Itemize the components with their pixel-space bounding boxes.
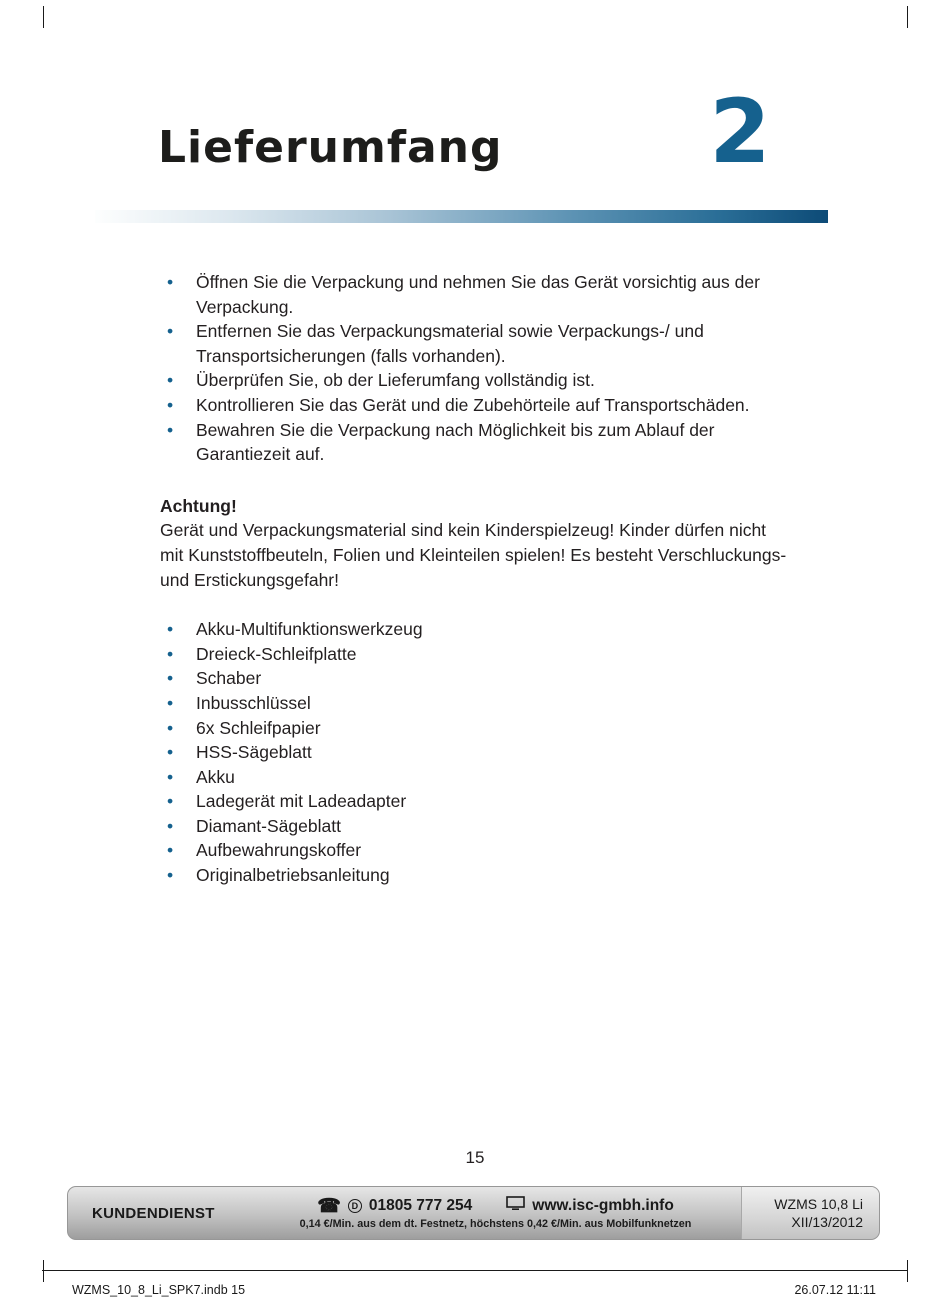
list-item — [160, 789, 776, 814]
print-file-name: WZMS_10_8_Li_SPK7.indb 15 — [72, 1283, 246, 1297]
bullet-icon: • — [167, 321, 174, 342]
bullet-icon: • — [167, 717, 174, 738]
crop-mark — [43, 1260, 44, 1282]
chapter-number: 2 — [709, 80, 771, 183]
print-rule — [42, 1270, 908, 1271]
list-item-text: Diamant-Sägeblatt — [196, 815, 341, 836]
service-phone-number: 01805 777 254 — [368, 1197, 473, 1214]
phone-group — [317, 1197, 472, 1216]
list-item-text: Überprüfen Sie, ob der Lieferumfang vollständig ist. — [196, 370, 595, 391]
bullet-icon: • — [167, 791, 174, 812]
bullet-icon: • — [167, 766, 174, 787]
list-item-text: Kontrollieren Sie das Gerät und die Zubehörteile auf Transportschäden. — [196, 394, 750, 415]
bullet-icon: • — [167, 272, 174, 292]
list-item-text: Akku — [196, 766, 235, 787]
list-item — [160, 838, 776, 863]
page-content — [160, 270, 800, 888]
page-title: Lieferumfang — [158, 122, 503, 173]
list-item-text: Akku-Multifunktionswerkzeug — [196, 619, 423, 640]
list-item — [160, 393, 776, 418]
service-footer-bar — [67, 1186, 880, 1240]
list-item — [160, 814, 776, 839]
service-right — [741, 1187, 879, 1239]
bullet-icon: • — [167, 643, 174, 664]
bullet-icon: • — [167, 419, 174, 440]
model-label: WZMS 10,8 Li — [774, 1196, 863, 1212]
service-website: www.isc-gmbh.info — [532, 1197, 674, 1214]
list-item-text: Schaber — [196, 668, 262, 689]
list-item-text: 6x Schleifpapier — [196, 717, 321, 738]
list-item-text: Öffnen Sie die Verpackung und nehmen Sie das Gerät vorsichtig aus der Verpackung. — [196, 272, 760, 317]
bullet-icon: • — [167, 394, 174, 415]
list-item — [160, 642, 776, 667]
list-item — [160, 691, 776, 716]
list-item — [160, 270, 776, 319]
service-label: KUNDENDIENST — [92, 1204, 215, 1222]
service-contact-row — [317, 1196, 674, 1216]
crop-mark — [907, 6, 908, 28]
list-item-text: Dreieck-Schleifplatte — [196, 643, 357, 664]
web-group — [506, 1196, 674, 1216]
list-item — [160, 716, 776, 741]
bullet-icon: • — [167, 815, 174, 836]
contents-bullet-list — [160, 617, 776, 888]
list-item — [160, 617, 776, 642]
list-item-text: Bewahren Sie die Verpackung nach Möglichkeit bis zum Ablauf der Garantiezeit auf. — [196, 419, 715, 465]
service-middle — [250, 1187, 741, 1239]
print-timestamp: 26.07.12 11:11 — [794, 1283, 876, 1297]
list-item — [160, 666, 776, 691]
service-note: 0,14 €/Min. aus dem dt. Festnetz, höchstens 0,42 €/Min. aus Mobilfunknetzen — [299, 1218, 692, 1230]
list-item — [160, 740, 776, 765]
computer-icon — [506, 1196, 525, 1216]
list-item — [160, 418, 776, 467]
phone-icon: ☎ — [317, 1195, 341, 1217]
list-item — [160, 863, 776, 888]
bullet-icon: • — [167, 865, 174, 886]
list-item — [160, 765, 776, 790]
bullet-icon: • — [167, 840, 174, 861]
bullet-icon: • — [167, 619, 174, 640]
list-item-text: Entfernen Sie das Verpackungsmaterial sowie Verpackungs-/ und Transportsicherungen (falls vorhanden). — [196, 321, 704, 366]
list-item — [160, 319, 776, 368]
crop-mark — [43, 6, 44, 28]
warning-text: Gerät und Verpackungsmaterial sind kein Kinderspielzeug! Kinder dürfen nicht mit Kunststoffbeuteln, Folien und Kleinteilen spielen! Es besteht Verschluckungs- und Erstickungsgefahr! — [160, 520, 787, 590]
list-item-text: Aufbewahrungskoffer — [196, 840, 362, 861]
crop-mark — [907, 1260, 908, 1282]
bullet-icon: • — [167, 668, 174, 689]
country-d-icon: D — [348, 1199, 362, 1213]
bullet-icon: • — [167, 692, 174, 713]
list-item — [160, 368, 776, 393]
service-left — [68, 1187, 250, 1239]
warning-heading: Achtung! — [160, 495, 237, 516]
list-item-text: Ladegerät mit Ladeadapter — [196, 791, 407, 812]
header-gradient-bar — [95, 210, 828, 223]
list-item-text: Inbusschlüssel — [196, 692, 311, 713]
intro-bullet-list — [160, 270, 776, 467]
list-item-text: Originalbetriebsanleitung — [196, 865, 390, 886]
edition-label: XII/13/2012 — [791, 1214, 863, 1230]
page-number: 15 — [465, 1148, 485, 1167]
bullet-icon: • — [167, 370, 174, 391]
list-item-text: HSS-Sägeblatt — [196, 742, 312, 763]
bullet-icon: • — [167, 742, 174, 763]
